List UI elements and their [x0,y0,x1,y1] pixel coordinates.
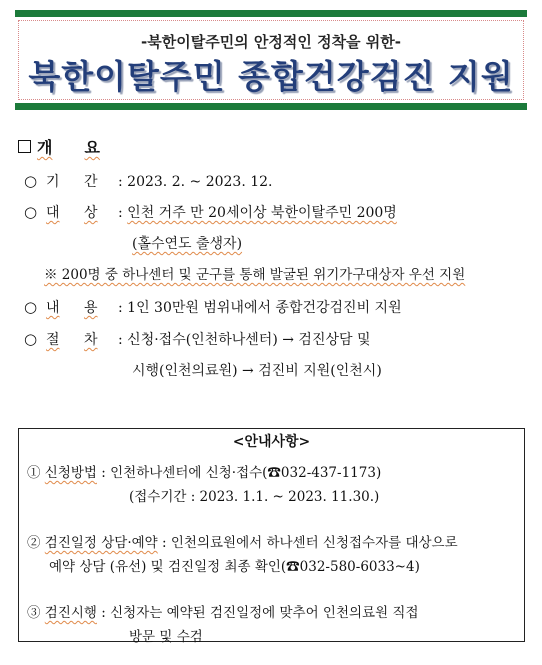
info-item-apply [27,461,381,481]
separator: : [118,205,123,221]
label-part-b: 용 [84,300,98,316]
target-value-cont: (홀수연도 출생자) [132,236,243,252]
subtitle: -북한이탈주민의 안정적인 정착을 위한- [141,33,401,51]
info-item-consult [27,531,458,551]
priority-note: ※ 200명 중 하나센터 및 군구를 통해 발굴된 위기가구대상자 우선 지원 [44,267,466,283]
info-text: 인천의료원에서 하나센터 신청접수자를 대상으로 [170,535,458,551]
circle-bullet-icon: ○ [24,172,38,190]
info-text-cont: (접수기간 : 2023. 1.1. ~ 2023. 11.30.) [129,489,380,505]
procedure-value: 신청·접수(인천하나센터) → 검진상담 및 [127,332,371,348]
number-3-icon: ③ [27,605,41,621]
circle-bullet-icon: ○ [24,203,38,221]
period-value: 2023. 2. ~ 2023. 12. [127,174,273,190]
target-value: 인천 거주 만 20세이상 북한이탈주민 200명 [127,205,397,221]
separator: : [162,535,167,551]
info-box [18,428,525,645]
separator: : [118,332,123,348]
title-box [18,20,524,100]
info-title: <안내사항> [232,434,311,450]
info-text-cont: 방문 및 수검 [129,629,203,645]
content-value: 1인 30만원 범위내에서 종합건강검진비 지원 [127,300,402,316]
separator: : [101,465,106,481]
number-2-icon: ② [27,535,41,551]
label-part-a: 대 [46,205,60,221]
square-bullet-icon [18,140,31,153]
heading-part-b: 요 [84,138,100,157]
info-label: 검진시행 [44,605,97,621]
procedure-value-cont: 시행(인천의료원) → 검진비 지원(인천시) [132,363,382,379]
section-heading-overview [18,135,100,158]
circle-bullet-icon: ○ [24,298,38,316]
label-part-b: 상 [84,205,98,221]
info-label: 검진일정 상담·예약 [44,535,158,551]
info-item-exam [27,601,418,621]
page-title: 북한이탈주민 종합건강검진 지원 [28,57,514,96]
label-part-a: 내 [46,300,60,316]
separator: : [118,174,123,190]
number-1-icon: ① [27,465,41,481]
info-label: 신청방법 [44,465,97,481]
separator: : [101,605,106,621]
overview-row-period [24,171,272,191]
bottom-green-rule [15,103,527,110]
info-text: 신청자는 예약된 검진일정에 맞추어 인천의료원 직접 [110,605,419,621]
info-text-cont: 예약 상담 (유선) 및 검진일정 최종 확인(☎032-580-6033~4) [49,559,420,575]
circle-bullet-icon: ○ [24,330,38,348]
overview-row-content [24,297,402,317]
overview-row-procedure [24,329,371,349]
heading-part-a: 개 [37,138,53,157]
separator: : [118,300,123,316]
label-part-a: 기 [46,174,60,190]
label-part-a: 절 [46,332,60,348]
label-part-b: 간 [84,174,98,190]
overview-row-target [24,202,397,222]
top-green-rule [15,10,527,17]
info-text: 인천하나센터에 신청·접수(☎032-437-1173) [110,465,382,481]
label-part-b: 차 [84,332,98,348]
